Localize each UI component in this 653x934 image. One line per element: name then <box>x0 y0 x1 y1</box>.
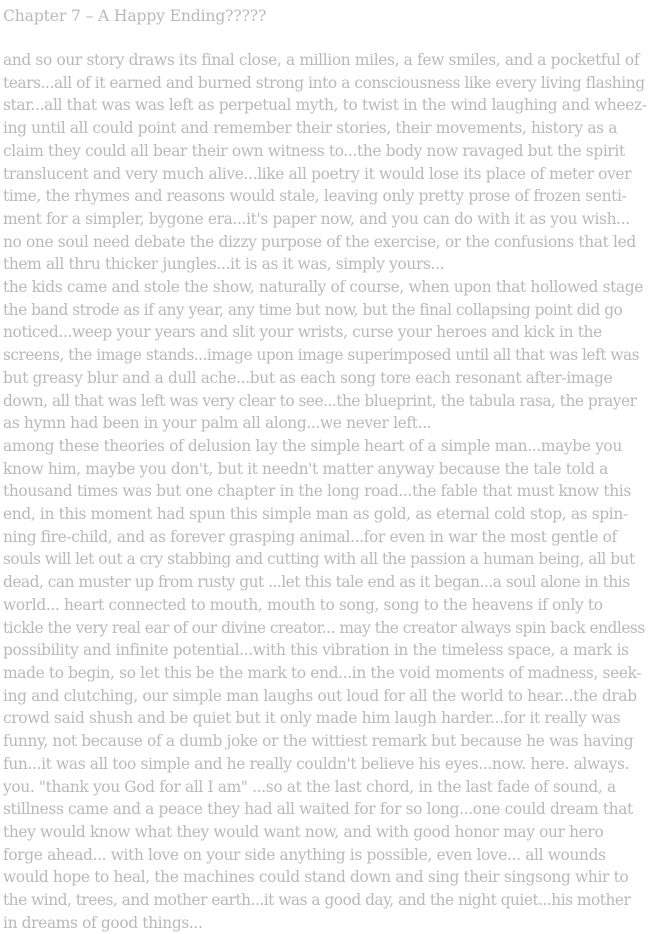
text-line: possibility and infinite potential...with this vibration in the timeless space, a mark is <box>3 641 629 660</box>
text-line: you. "thank you God for all I am" ...so at the last chord, in the last fade of sound, a <box>3 777 616 796</box>
document-page <box>3 5 649 934</box>
text-line: the kids came and stole the show, naturally of course, when upon that hollowed stage <box>3 278 644 297</box>
text-line: made to begin, so let this be the mark to end...in the void moments of madness, seek- <box>3 663 642 682</box>
text-line: world... heart connected to mouth, mouth to song, song to the heavens if only to <box>3 595 603 614</box>
text-line: tickle the very real ear of our divine creator... may the creator always spin back endless <box>3 618 645 637</box>
text-line: the band strode as if any year, any time but now, but the final collapsing point did go <box>3 300 623 319</box>
text-line: star...all that was was left as perpetual myth, to twist in the wind laughing and wheez- <box>3 96 647 115</box>
text-line: fun...it was all too simple and he really couldn't believe his eyes...now. here. always. <box>3 754 630 773</box>
text-line: them all thru thicker jungles...it is as it was, simply yours... <box>3 255 445 274</box>
text-line: time, the rhymes and reasons would stale, leaving only pretty prose of frozen senti- <box>3 187 627 206</box>
text-line: translucent and very much alive...like all poetry it would lose its place of meter over <box>3 164 632 183</box>
text-line: screens, the image stands...image upon image superimposed until all that was left was <box>3 346 640 365</box>
text-line: crowd said shush and be quiet but it only made him laugh harder...for it really was <box>3 709 621 728</box>
text-line: as hymn had been in your palm all along...we never left... <box>3 414 432 433</box>
text-line: funny, not because of a dumb joke or the wittiest remark but because he was having <box>3 732 634 751</box>
text-line: end, in this moment had spun this simple man as gold, as eternal cold stop, as spin- <box>3 505 628 524</box>
text-line: know him, maybe you don't, but it needn't matter anyway because the tale told a <box>3 459 608 478</box>
text-line: down, all that was left was very clear to see...the blueprint, the tabula rasa, the prayer <box>3 391 637 410</box>
text-line: ing until all could point and remember their stories, their movements, history as a <box>3 119 618 138</box>
text-line: ment for a simpler, bygone era...it's paper now, and you can do with it as you wish... <box>3 209 630 228</box>
text-line: but greasy blur and a dull ache...but as each song tore each resonant after-image <box>3 368 613 387</box>
text-line: in dreams of good things... <box>3 913 203 932</box>
text-line: they would know what they would want now, and with good honor may our hero <box>3 822 604 841</box>
text-line: tears...all of it earned and burned strong into a consciousness like every living flashing <box>3 73 645 92</box>
text-line: the wind, trees, and mother earth...it was a good day, and the night quiet...his mother <box>3 891 631 910</box>
text-line: forge ahead... with love on your side anything is possible, even love... all wounds <box>3 845 606 864</box>
text-line: ning fire-child, and as forever grasping animal...for even in war the most gentle of <box>3 527 617 546</box>
text-line: noticed...weep your years and slit your wrists, curse your heroes and kick in the <box>3 323 602 342</box>
text-line: would hope to heal, the machines could stand down and sing their singsong whir to <box>3 868 629 887</box>
text-line: claim they could all bear their own witness to...the body now ravaged but the spirit <box>3 141 625 160</box>
text-line: among these theories of delusion lay the simple heart of a simple man...maybe you <box>3 436 622 455</box>
text-line: dead, can muster up from rusty gut ...let this tale end as it began...a soul alone in this <box>3 573 630 592</box>
text-line: no one soul need debate the dizzy purpose of the exercise, or the confusions that led <box>3 232 636 251</box>
text-line: ing and clutching, our simple man laughs out loud for all the world to hear...the drab <box>3 686 637 705</box>
text-line: and so our story draws its final close, a million miles, a few smiles, and a pocketful of <box>3 51 640 69</box>
chapter-body <box>3 49 649 934</box>
text-line: stillness came and a peace they had all waited for for so long...one could dream that <box>3 800 633 819</box>
text-line: souls will let out a cry stabbing and cutting with all the passion a human being, all but <box>3 550 635 569</box>
text-line: thousand times was but one chapter in the long road...the fable that must know this <box>3 482 631 501</box>
chapter-title: Chapter 7 – A Happy Ending????? <box>3 7 267 25</box>
